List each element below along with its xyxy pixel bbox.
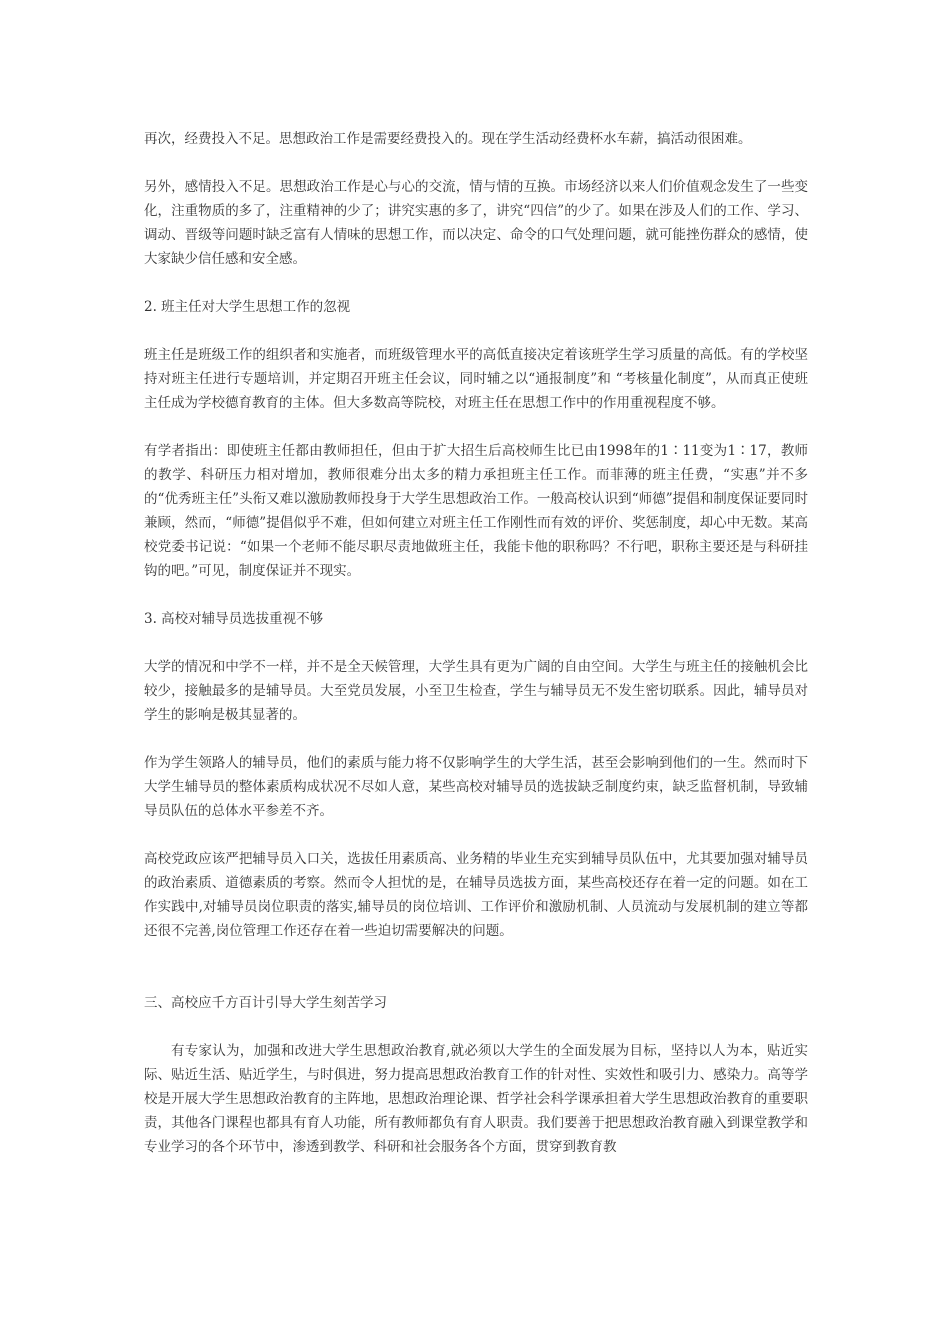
- section-title-study: 三、高校应千方百计引导大学生刻苦学习: [144, 995, 387, 1011]
- paragraph-counselor-entry: 高校党政应该严把辅导员入口关，选拔任用素质高、业务精的毕业生充实到辅导员队伍中，尤其要加强对辅导员的政治素质、道德素质的考察。然而令人担忧的是，在辅导员选拔方面，某些高校还存在着一定的问题。如在工作实践中,对辅导员岗位职责的落实,辅导员的岗位培训、工作评价和激励机制、人员流动与发展机制的建立等都还很不完善,岗位管理工作还存在着一些迫切需要解决的问题。: [144, 851, 808, 939]
- heading-counselor-selection: 3. 高校对辅导员选拔重视不够: [144, 611, 324, 627]
- paragraph-head-teacher-role: 班主任是班级工作的组织者和实施者，而班级管理水平的高低直接决定着该班学生学习质量的高低。有的学校坚持对班主任进行专题培训，并定期召开班主任会议，同时辅之以“通报制度”和 “考核量化制度”，从而真正使班主任成为学校德育教育的主体。但大多数高等院校，对班主任在思想工作中的作用重视程度不够。: [144, 347, 808, 411]
- paragraph-scholar-view: 有学者指出：即使班主任都由教师担任，但由于扩大招生后高校师生比已由1998年的1∶11变为1∶17，教师的教学、科研压力相对增加，教师很难分出太多的精力承担班主任工作。而菲薄的班主任费，“实惠”并不多的“优秀班主任”头衔又难以激励教师投身于大学生思想政治工作。一般高校认识到“师德”提倡和制度保证要同时兼顾，然而，“师德”提倡似乎不难，但如何建立对班主任工作刚性而有效的评价、奖惩制度，却心中无数。某高校党委书记说：“如果一个老师不能尽职尽责地做班主任，我能卡他的职称吗？不行吧，职称主要还是与科研挂钩的吧。”可见，制度保证并不现实。: [144, 443, 808, 579]
- paragraph-emotion: 另外，感情投入不足。思想政治工作是心与心的交流，情与情的互换。市场经济以来人们价值观念发生了一些变化，注重物质的多了，注重精神的少了；讲究实惠的多了，讲究“四信”的少了。如果在涉及人们的工作、学习、调动、晋级等问题时缺乏富有人情味的思想工作，而以决定、命令的口气处理问题，就可能挫伤群众的感情，使大家缺少信任感和安全感。: [144, 179, 808, 267]
- document-body: [144, 127, 808, 1183]
- paragraph-counselor-quality: 作为学生领路人的辅导员，他们的素质与能力将不仅影响学生的大学生活，甚至会影响到他们的一生。然而时下大学生辅导员的整体素质构成状况不尽如人意，某些高校对辅导员的选拔缺乏制度约束，缺乏监督机制，导致辅导员队伍的总体水平参差不齐。: [144, 755, 808, 819]
- paragraph-expert-view: 有专家认为，加强和改进大学生思想政治教育,就必须以大学生的全面发展为目标，坚持以人为本，贴近实际、贴近生活、贴近学生，与时俱进，努力提高思想政治教育工作的针对性、实效性和吸引力、感染力。高等学校是开展大学生思想政治教育的主阵地，思想政治理论课、哲学社会科学课承担着大学生思想政治教育的重要职责，其他各门课程也都具有育人功能，所有教师都负有育人职责。我们要善于把思想政治教育融入到课堂教学和专业学习的各个环节中，渗透到教学、科研和社会服务各个方面，贯穿到教育教: [144, 1043, 808, 1155]
- paragraph-university-situation: 大学的情况和中学不一样，并不是全天候管理，大学生具有更为广阔的自由空间。大学生与班主任的接触机会比较少，接触最多的是辅导员。大至党员发展，小至卫生检查，学生与辅导员无不发生密切联系。因此，辅导员对学生的影响是极其显著的。: [144, 659, 808, 723]
- heading-head-teacher: 2. 班主任对大学生思想工作的忽视: [144, 299, 351, 315]
- paragraph-funding: 再次，经费投入不足。思想政治工作是需要经费投入的。现在学生活动经费杯水车薪，搞活动很困难。: [144, 131, 752, 147]
